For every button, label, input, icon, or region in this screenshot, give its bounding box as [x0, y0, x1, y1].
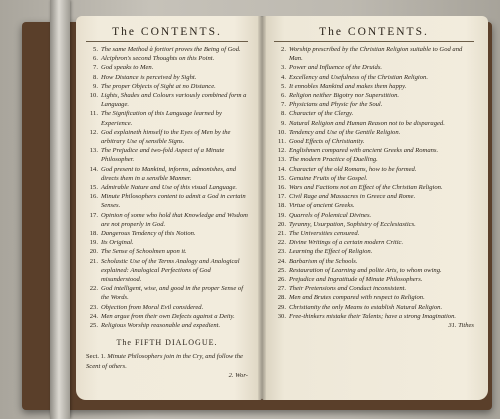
entry-text: Physicians and Physic for the Soul. — [289, 101, 383, 109]
entry-text: The Signification of this Language learned by Experience. — [101, 110, 222, 127]
entry-text: God explaineth himself to the Eyes of Men by the arbitrary Use of sensible Signs. — [101, 128, 231, 146]
contents-entry — [274, 220, 474, 229]
entry-number: 19. — [277, 211, 286, 219]
entry-number: 18. — [89, 230, 98, 238]
contents-entry — [86, 211, 248, 229]
entry-number: 20. — [89, 248, 98, 256]
entry-text: Free-thinkers mistake their Talents; have a strong Imagination. — [289, 312, 457, 320]
entry-number: 14. — [277, 165, 286, 173]
book-gutter — [258, 16, 266, 400]
entry-number: 23. — [89, 303, 98, 311]
entry-number: 25. — [89, 322, 98, 330]
entry-number: 8. — [281, 110, 286, 118]
entry-number: 6. — [281, 92, 286, 100]
contents-entry — [86, 82, 248, 91]
entry-number: 27. — [277, 285, 286, 293]
contents-entry — [274, 284, 474, 293]
entry-text: God present to Mankind, informs, admonishes, and directs them in a sensible Manner. — [101, 165, 237, 182]
entry-number: 17. — [277, 193, 286, 201]
entry-number: 18. — [277, 202, 286, 210]
entry-number: 13. — [89, 147, 98, 155]
contents-entry — [86, 45, 248, 54]
entry-number: 10. — [277, 128, 286, 136]
right-page-heading: The CONTENTS. — [319, 26, 429, 38]
left-page-content — [86, 26, 248, 379]
entry-text: Its Original. — [101, 239, 134, 247]
entry-number: 12. — [89, 128, 98, 136]
contents-entry — [274, 82, 474, 91]
entry-text: Character of the Clergy. — [289, 110, 354, 118]
entry-number: 16. — [89, 193, 98, 201]
entry-number: 30. — [277, 312, 286, 320]
contents-entry — [86, 63, 248, 72]
entry-number: 21. — [89, 257, 98, 265]
contents-entry — [274, 45, 474, 63]
entry-text: Restauration of Learning and polite Arts, to whom owing. — [289, 266, 442, 274]
contents-entry — [274, 91, 474, 100]
entry-text: Minute Philosophers content to admit a God in certain Senses. — [101, 193, 246, 210]
contents-entry — [274, 257, 474, 266]
entry-text: Worship prescribed by the Christian Religion suitable to God and Man. — [289, 46, 463, 63]
right-page-content — [274, 26, 474, 329]
entry-number: 11. — [278, 138, 286, 146]
contents-entry — [274, 146, 474, 155]
contents-entry — [274, 63, 474, 72]
entry-text: How Distance is perceived by Sight. — [101, 73, 197, 81]
contents-entry — [274, 201, 474, 210]
open-book — [22, 8, 492, 410]
entry-number: 24. — [89, 312, 98, 320]
entry-text: Lights, Shades and Colours variously combined form a Language. — [101, 92, 247, 109]
right-contents-list — [274, 45, 474, 321]
entry-text: Admirable Nature and Use of this visual Language. — [101, 184, 238, 192]
entry-text: God speaks to Men. — [101, 64, 154, 72]
entry-number: 9. — [93, 82, 98, 90]
contents-entry — [274, 119, 474, 128]
contents-entry — [274, 275, 474, 284]
contents-entry — [86, 192, 248, 210]
entry-text: The proper Objects of Sight at no Distance. — [101, 82, 216, 90]
entry-number: 10. — [89, 92, 98, 100]
entry-number: 12. — [277, 147, 286, 155]
contents-entry — [86, 146, 248, 164]
contents-entry — [86, 128, 248, 146]
section-label: Sect. 1. — [86, 353, 106, 361]
section-text: Minute Philosophers join in the Cry, and follow the Scent of others. — [86, 353, 243, 370]
contents-entry — [274, 137, 474, 146]
right-catchword: 31. Tithes — [448, 322, 474, 330]
entry-text: Wars and Factions not an Effect of the Christian Religion. — [289, 184, 443, 192]
entry-text: The Prejudice and two-fold Aspect of a Minute Philosopher. — [101, 147, 225, 164]
entry-number: 3. — [281, 64, 286, 72]
contents-entry — [274, 238, 474, 247]
entry-number: 6. — [93, 55, 98, 63]
contents-entry — [86, 257, 248, 285]
section-heading: The FIFTH DIALOGUE. — [116, 338, 218, 348]
entry-number: 7. — [93, 64, 98, 72]
entry-text: Tyranny, Usurpation, Sophistry of Ecclesiastics. — [289, 220, 416, 228]
contents-entry — [274, 229, 474, 238]
section-entry — [86, 352, 248, 370]
right-page — [262, 16, 488, 400]
contents-entry — [274, 211, 474, 220]
entry-text: Dangerous Tendency of this Notion. — [101, 230, 196, 238]
entry-text: The same Method à fortiori proves the Being of God. — [101, 46, 241, 53]
entry-number: 23. — [277, 248, 286, 256]
entry-text: Virtue of ancient Greeks. — [289, 202, 355, 210]
entry-number: 9. — [281, 119, 286, 127]
left-contents-list — [86, 45, 248, 330]
entry-number: 22. — [89, 285, 98, 293]
entry-text: Civil Rage and Massacres in Greece and Rome. — [289, 193, 416, 201]
entry-text: Quarrels of Polemical Divines. — [289, 211, 372, 219]
entry-text: Religion neither Bigotry nor Superstition. — [289, 92, 400, 100]
contents-entry — [274, 174, 474, 183]
contents-entry — [274, 109, 474, 118]
entry-text: The modern Practice of Duelling. — [289, 156, 378, 164]
left-page-heading: The CONTENTS. — [112, 26, 222, 38]
entry-number: 19. — [89, 239, 98, 247]
entry-text: God intelligent, wise, and good in the proper Sense of the Words. — [101, 285, 244, 302]
contents-entry — [86, 284, 248, 302]
contents-entry — [274, 73, 474, 82]
contents-entry — [274, 165, 474, 174]
entry-text: Englishmen compared with ancient Greeks and Romans. — [289, 147, 439, 155]
entry-text: Their Pretensions and Conduct inconsistent. — [289, 285, 407, 293]
contents-entry — [86, 165, 248, 183]
entry-number: 21. — [277, 230, 286, 238]
entry-text: Men and Brutes compared with respect to Religion. — [289, 294, 425, 302]
entry-text: Character of the old Romans, how to be formed. — [289, 165, 417, 173]
contents-entry — [274, 192, 474, 201]
entry-text: Prejudice and Ingratitude of Minute Philosophers. — [289, 276, 423, 284]
contents-entry — [86, 321, 248, 330]
entry-number: 20. — [277, 220, 286, 228]
contents-entry — [274, 128, 474, 137]
contents-entry — [86, 183, 248, 192]
entry-number: 17. — [89, 211, 98, 219]
entry-number: 15. — [277, 174, 286, 182]
entry-number: 25. — [277, 266, 286, 274]
entry-text: Tendency and Use of the Gentile Religion. — [289, 128, 401, 136]
entry-text: Learning the Effect of Religion. — [289, 248, 373, 256]
left-catchword: 2. Wor- — [228, 371, 248, 379]
entry-number: 22. — [277, 239, 286, 247]
left-page — [76, 16, 262, 400]
contents-entry — [274, 303, 474, 312]
contents-entry — [86, 54, 248, 63]
entry-text: Scholastic Use of the Terms Analogy and Analogical explained: Analogical Perfections of God misunderstood. — [101, 257, 240, 284]
contents-entry — [86, 91, 248, 109]
entry-text: Excellency and Usefulness of the Christian Religion. — [289, 73, 428, 81]
entry-text: Natural Religion and Human Reason not to be disparaged. — [289, 119, 445, 127]
entry-number: 8. — [93, 73, 98, 81]
contents-entry — [86, 247, 248, 256]
entry-text: Divine Writings of a certain modern Critic. — [289, 239, 404, 247]
entry-text: Power and Influence of the Druids. — [289, 64, 383, 72]
contents-entry — [274, 155, 474, 164]
entry-text: The Universities censured. — [289, 230, 360, 238]
entry-number: 15. — [89, 184, 98, 192]
entry-number: 26. — [277, 276, 286, 284]
contents-entry — [274, 247, 474, 256]
entry-number: 24. — [277, 257, 286, 265]
contents-entry — [274, 266, 474, 275]
entry-number: 28. — [277, 294, 286, 302]
entry-text: Barbarism of the Schools. — [289, 257, 358, 265]
entry-number: 5. — [93, 46, 98, 53]
entry-number: 7. — [281, 101, 286, 109]
entry-text: Religious Worship reasonable and expedient. — [101, 322, 221, 330]
entry-text: Christianity the only Means to establish Natural Religion. — [289, 303, 443, 311]
entry-number: 14. — [89, 165, 98, 173]
contents-entry — [86, 312, 248, 321]
entry-text: Alciphron's second Thoughts on this Point. — [101, 55, 215, 63]
entry-text: Men argue from their own Defects against a Deity. — [101, 312, 235, 320]
entry-text: Objection from Moral Evil considered. — [101, 303, 204, 311]
entry-text: Opinion of some who hold that Knowledge and Wisdom are not properly in God. — [101, 211, 248, 228]
contents-entry — [86, 229, 248, 238]
entry-number: 5. — [281, 82, 286, 90]
heading-rule — [86, 41, 248, 42]
contents-entry — [86, 109, 248, 127]
contents-entry — [274, 100, 474, 109]
contents-entry — [86, 238, 248, 247]
entry-number: 11. — [90, 110, 98, 118]
entry-number: 29. — [277, 303, 286, 311]
entry-text: Good Effects of Christianity. — [289, 138, 365, 146]
entry-text: It ennobles Mankind and makes them happy. — [289, 82, 407, 90]
contents-entry — [86, 73, 248, 82]
bookmark-ribbon — [50, 0, 70, 419]
entry-number: 13. — [277, 156, 286, 164]
heading-rule — [274, 41, 474, 42]
contents-entry — [274, 312, 474, 321]
contents-entry — [274, 183, 474, 192]
entry-number: 4. — [281, 73, 286, 81]
entry-number: 16. — [277, 184, 286, 192]
entry-text: The Sense of Schoolmen upon it. — [101, 248, 187, 256]
entry-text: Genuine Fruits of the Gospel. — [289, 174, 368, 182]
contents-entry — [86, 303, 248, 312]
contents-entry — [274, 293, 474, 302]
entry-number: 2. — [281, 46, 286, 53]
